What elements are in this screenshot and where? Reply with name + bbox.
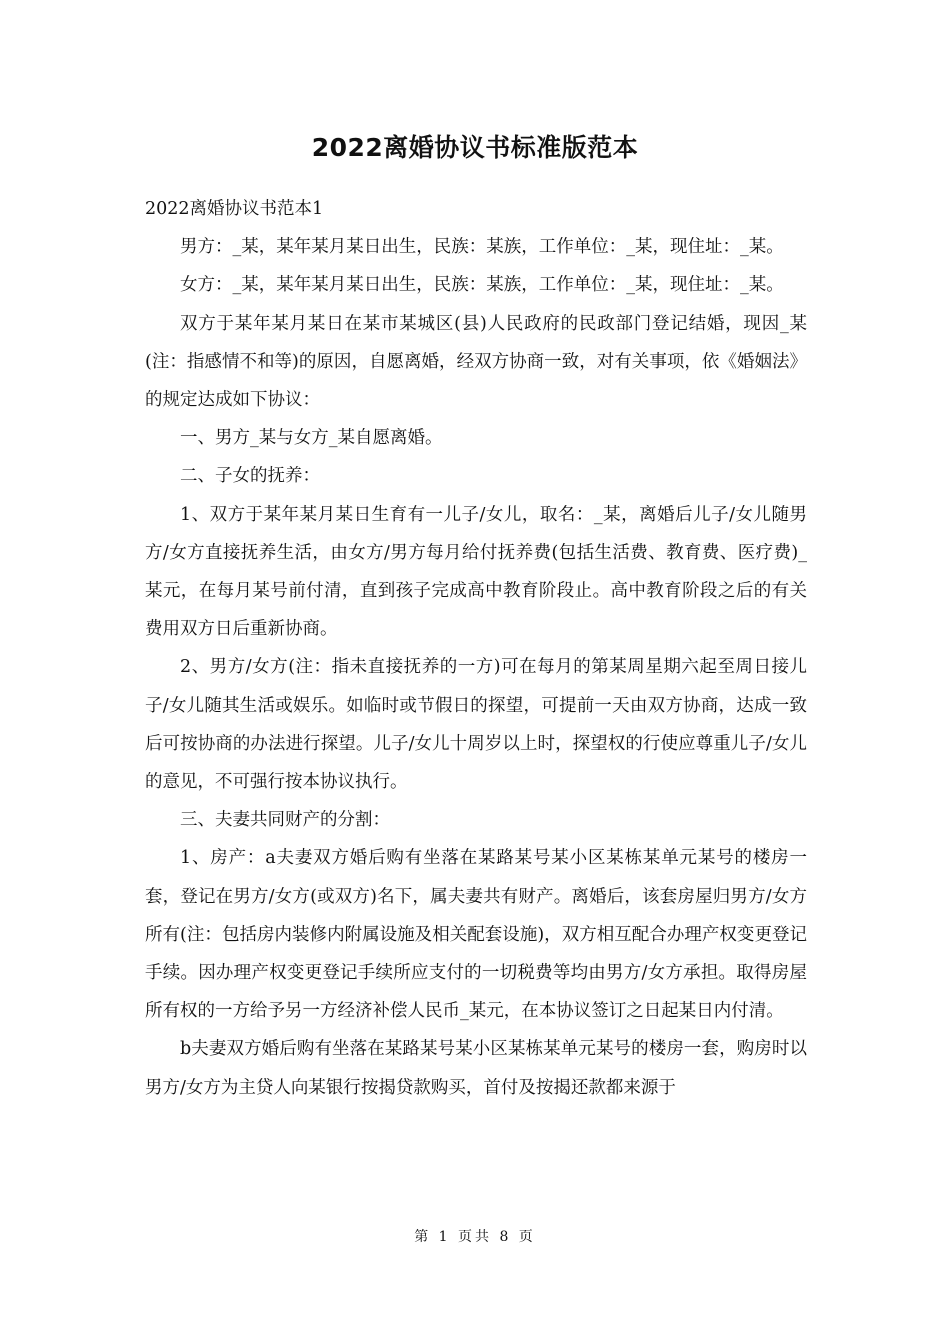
body-paragraph: 1、双方于某年某月某日生育有一儿子/女儿，取名：_某，离婚后儿子/女儿随男方/女方直接抚养生活，由女方/男方每月给付抚养费(包括生活费、教育费、医疗费)_某元，在每月某号前付清，直到孩子完成高中教育阶段止。高中教育阶段之后的有关费用双方日后重新协商。: [145, 504, 807, 640]
body-paragraph: 二、子女的抚养：: [180, 466, 320, 487]
section-heading: 2022离婚协议书范本1: [145, 199, 324, 219]
body-paragraph: 男方：_某，某年某月某日出生，民族：某族，工作单位：_某，现住址：_某。: [180, 237, 784, 258]
body-paragraph: 三、夫妻共同财产的分割：: [180, 810, 390, 831]
body-paragraph: b夫妻双方婚后购有坐落在某路某号某小区某栋某单元某号的楼房一套，购房时以男方/女方为主贷人向某银行按揭贷款购买，首付及按揭还款都来源于: [145, 1039, 807, 1098]
body-paragraph: 女方：_某，某年某月某日出生，民族：某族，工作单位：_某，现住址：_某。: [180, 275, 784, 296]
body-paragraph: 一、男方_某与女方_某自愿离婚。: [180, 428, 443, 449]
page-footer: 第 1 页共 8 页: [414, 1229, 536, 1245]
body-paragraph: 1、房产：a夫妻双方婚后购有坐落在某路某号某小区某栋某单元某号的楼房一套，登记在男方/女方(或双方)名下，属夫妻共有财产。离婚后，该套房屋归男方/女方所有(注：包括房内装修内附属设施及相关配套设施)，双方相互配合办理产权变更登记手续。因办理产权变更登记手续所应支付的一切税费等均由男方/女方承担。取得房屋所有权的一方给予另一方经济补偿人民币_某元，在本协议签订之日起某日内付清。: [145, 848, 807, 1022]
body-paragraph: 双方于某年某月某日在某市某城区(县)人民政府的民政部门登记结婚，现因_某(注：指感情不和等)的原因，自愿离婚，经双方协商一致，对有关事项，依《婚姻法》的规定达成如下协议：: [145, 313, 807, 411]
document-title: 2022离婚协议书标准版范本: [311, 133, 639, 162]
document-body: [145, 190, 807, 1107]
body-paragraph: 2、男方/女方(注：指未直接抚养的一方)可在每月的第某周星期六起至周日接儿子/女儿随其生活或娱乐。如临时或节假日的探望，可提前一天由双方协商，达成一致后可按协商的办法进行探望。儿子/女儿十周岁以上时，探望权的行使应尊重儿子/女儿的意见，不可强行按本协议执行。: [145, 657, 807, 793]
